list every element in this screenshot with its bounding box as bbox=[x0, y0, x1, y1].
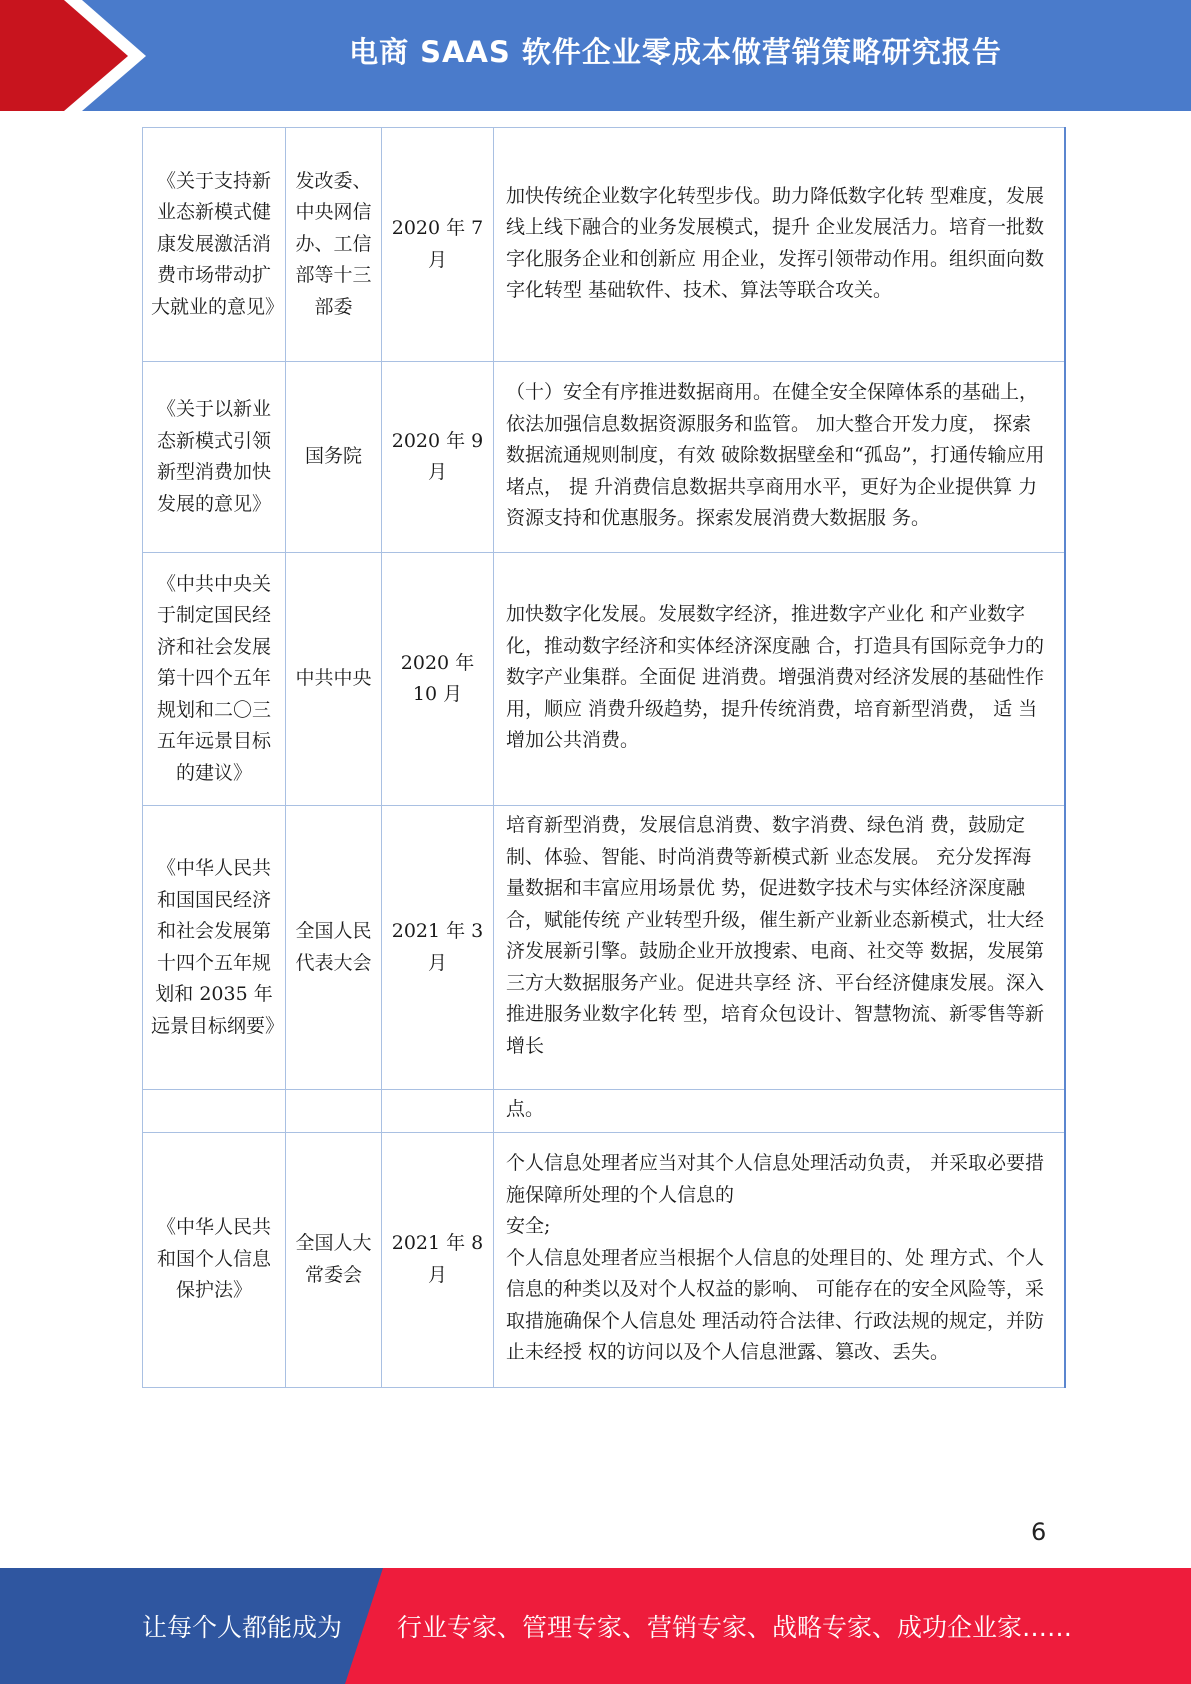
table-row bbox=[143, 128, 1065, 362]
content-paragraph: 个人信息处理者应当根据个人信息的处理目的、处 理方式、个人信息的种类以及对个人权益的影响、 可能存在的安全风险等，采取措施确保个人信息处 理活动符合法律、行政法规的规定，并防止未经授 权的访问以及个人信息泄露、篡改、丢失。 bbox=[506, 1246, 1045, 1364]
report-title: 电商 SAAS 软件企业零成本做营销策略研究报告 bbox=[349, 34, 1002, 69]
content-paragraph: 个人信息处理者应当对其个人信息处理活动负责， 并采取必要措施保障所处理的个人信息的 bbox=[506, 1152, 1045, 1206]
policy-name: 《中华人民共和国国民经济和社会发展第十四个五年规划和 2035 年远景目标纲要》 bbox=[143, 806, 286, 1090]
content-paragraph: 点。 bbox=[506, 1098, 545, 1120]
issuing-body: 发改委、中央网信办、工信部等十三部委 bbox=[286, 128, 382, 362]
table-row bbox=[143, 1132, 1065, 1387]
policy-name: 《中共中央关于制定国民经济和社会发展第十四个五年规划和二〇三五年远景目标的建议》 bbox=[143, 553, 286, 806]
content-paragraph: 安全; bbox=[506, 1215, 551, 1238]
table-row bbox=[143, 553, 1065, 806]
table-row bbox=[143, 806, 1065, 1090]
issue-date bbox=[382, 1090, 494, 1133]
issue-date: 2020 年 7 月 bbox=[382, 128, 494, 362]
content-paragraph: （十）安全有序推进数据商用。在健全安全保障体系的基础上，依法加强信息数据资源服务和监管。 加大整合开发力度， 探索数据流通规则制度，有效 破除数据壁垒和“孤岛”，打通传输应用堵点， 提 升消费信息数据共享商用水平，更好为企业提供算 力资源支持和优惠服务。探索发展消费大数据服 务。 bbox=[506, 381, 1045, 530]
policy-name: 《中华人民共和国个人信息保护法》 bbox=[143, 1132, 286, 1387]
policy-table bbox=[142, 127, 1066, 1388]
issuing-body: 全国人大常委会 bbox=[286, 1132, 382, 1387]
issue-date: 2021 年 3 月 bbox=[382, 806, 494, 1090]
issue-date: 2020 年 9 月 bbox=[382, 362, 494, 553]
policy-name: 《关于以新业态新模式引领新型消费加快发展的意见》 bbox=[143, 362, 286, 553]
page-footer bbox=[0, 1568, 1191, 1684]
content-paragraph: 培育新型消费，发展信息消费、数字消费、绿色消 费，鼓励定制、体验、智能、时尚消费等新模式新 业态发展。 充分发挥海量数据和丰富应用场景优 势，促进数字技术与实体经济深度融合，赋能传统 产业转型升级，催生新产业新业态新模式，壮大经 济发展新引擎。鼓励企业开放搜索、电商、社交等 数据，发展第三方大数据服务产业。促进共享经 济、平台经济健康发展。深入推进服务业数字化转 型，培育众包设计、智慧物流、新零售等新增长 bbox=[506, 814, 1045, 1057]
content-paragraph: 加快数字化发展。发展数字经济，推进数字产业化 和产业数字化，推动数字经济和实体经济深度融 合，打造具有国际竞争力的数字产业集群。全面促 进消费。增强消费对经济发展的基础性作用，顺应 消费升级趋势，提升传统消费，培育新型消费， 适 当增加公共消费。 bbox=[506, 603, 1045, 752]
policy-content bbox=[494, 1090, 1065, 1133]
content-paragraph: 加快传统企业数字化转型步伐。助力降低数字化转 型难度，发展线上线下融合的业务发展模式，提升 企业发展活力。培育一批数字化服务企业和创新应 用企业，发挥引领带动作用。组织面向数字化转型 基础软件、技术、算法等联合攻关。 bbox=[506, 184, 1045, 301]
policy-content bbox=[494, 128, 1065, 362]
issuing-body bbox=[286, 1090, 382, 1133]
page-header bbox=[0, 0, 1191, 111]
policy-content bbox=[494, 362, 1065, 553]
policy-content bbox=[494, 553, 1065, 806]
table-row bbox=[143, 1090, 1065, 1133]
issuing-body: 国务院 bbox=[286, 362, 382, 553]
policy-content bbox=[494, 1132, 1065, 1387]
issue-date: 2021 年 8 月 bbox=[382, 1132, 494, 1387]
footer-slogan-left: 让每个人都能成为 bbox=[142, 1613, 343, 1642]
footer-slogan-right: 行业专家、管理专家、营销专家、战略专家、成功企业家…… bbox=[397, 1613, 1073, 1642]
policy-name bbox=[143, 1090, 286, 1133]
issuing-body: 全国人民代表大会 bbox=[286, 806, 382, 1090]
policy-content bbox=[494, 806, 1065, 1090]
issue-date: 2020 年 10 月 bbox=[382, 553, 494, 806]
issuing-body: 中共中央 bbox=[286, 553, 382, 806]
page-number: 6 bbox=[1031, 1518, 1047, 1546]
policy-name: 《关于支持新业态新模式健康发展激活消费市场带动扩大就业的意见》 bbox=[143, 128, 286, 362]
table-row bbox=[143, 362, 1065, 553]
